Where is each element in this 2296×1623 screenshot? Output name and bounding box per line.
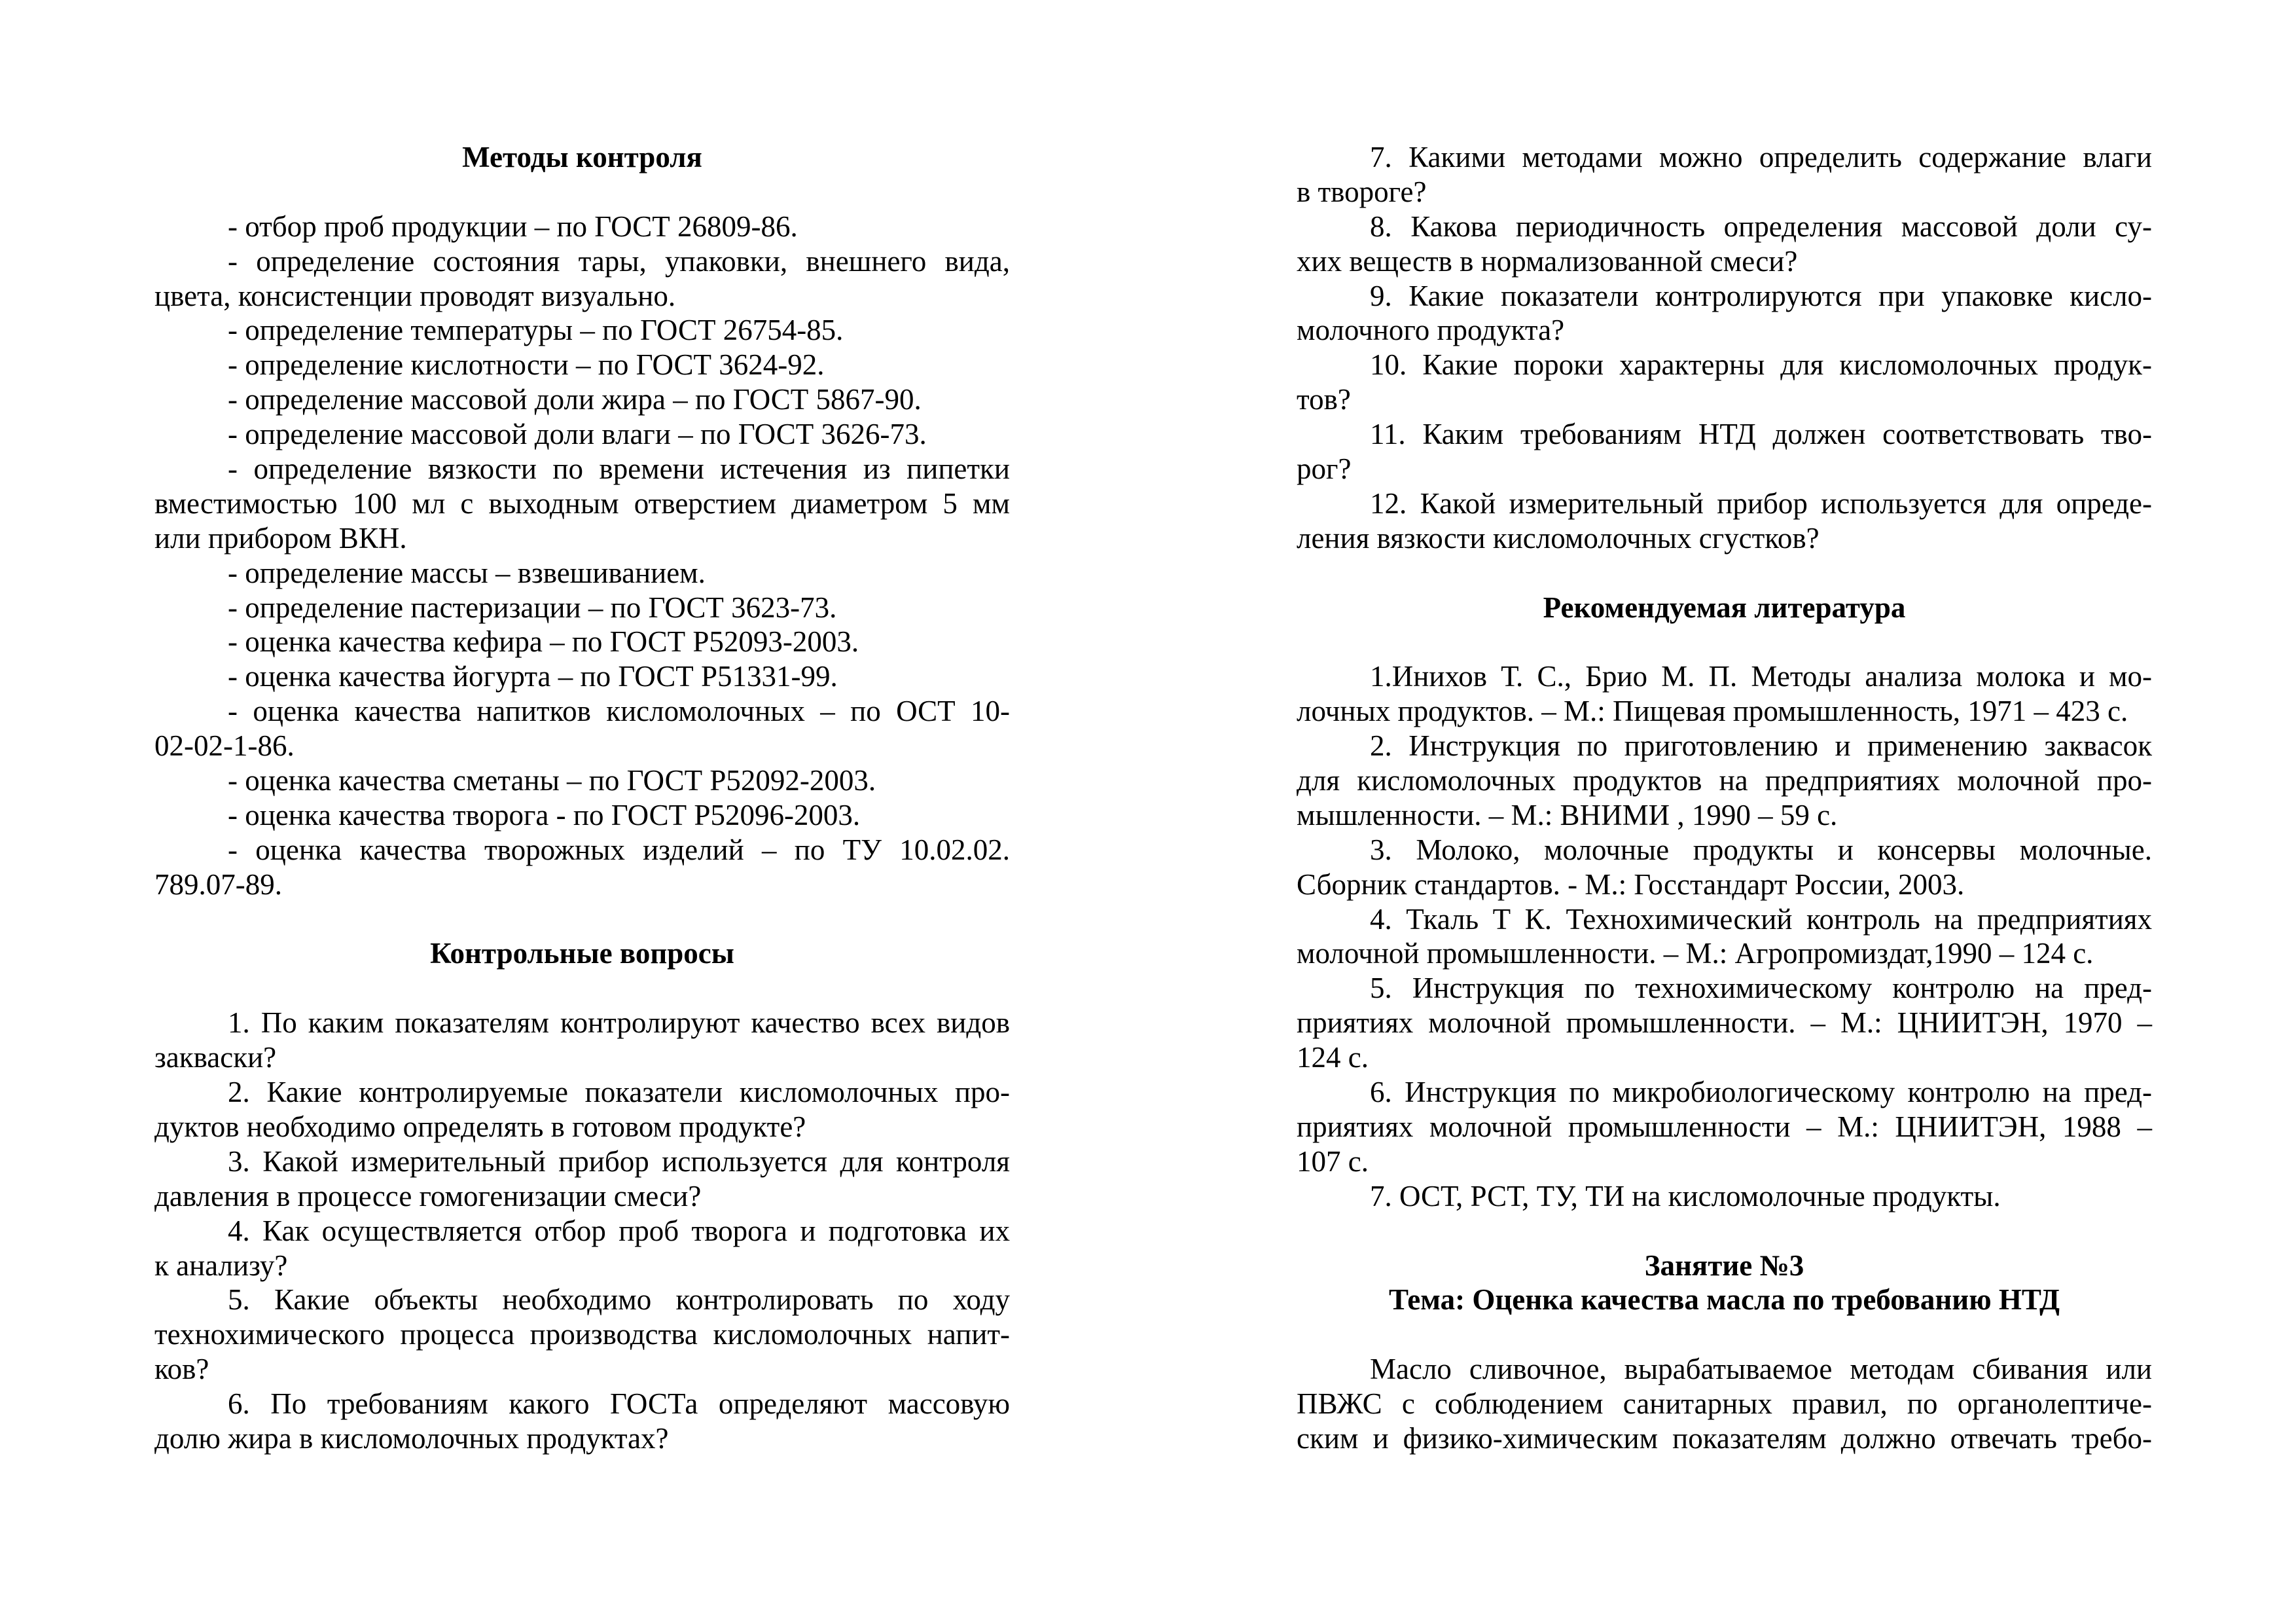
method-item	[154, 625, 1010, 659]
question-item-line: технохимического процесса производства кисломолочных напит-	[154, 1318, 1010, 1351]
literature-item	[1297, 902, 2152, 972]
question-item	[1297, 486, 2152, 556]
question-item-line: 9. Какие показатели контролируются при упаковке кисло-	[1370, 279, 2152, 312]
question-item-line: 2. Какие контролируемые показатели кисломолочных про-	[228, 1076, 1010, 1109]
method-item-line: цвета, консистенции проводят визуально.	[154, 279, 676, 312]
questions-heading	[154, 936, 1010, 971]
method-item-line: вместимостью 100 мл с выходным отверстием диаметром 5 мм	[154, 486, 1010, 520]
left-column	[154, 140, 1010, 1456]
literature-item-line: 4. Ткаль Т К. Технохимический контроль на предприятиях	[1370, 902, 2152, 936]
method-item-line: - определение вязкости по времени истечения из пипетки	[228, 452, 1010, 486]
question-item	[154, 1144, 1010, 1214]
question-item-line: давления в процессе гомогенизации смеси?	[154, 1179, 702, 1213]
method-item-line: - оценка качества творожных изделий – по ТУ 10.02.02.	[228, 833, 1010, 866]
question-item-line: к анализу?	[154, 1249, 288, 1282]
method-item-line: - определение массовой доли влаги – по ГОСТ 3626-73.	[228, 418, 927, 451]
question-item-line: 4. Как осуществляется отбор проб творога и подготовка их	[228, 1214, 1010, 1247]
literature-item-line: 2. Инструкция по приготовлению и применению заквасок	[1370, 729, 2152, 763]
question-item-line: молочного продукта?	[1297, 314, 1565, 347]
questions-title: Контрольные вопросы	[430, 937, 734, 970]
questions-list-left	[154, 1006, 1010, 1456]
literature-list	[1297, 659, 2152, 1213]
literature-heading	[1297, 591, 2152, 625]
method-item-line: - определение состояния тары, упаковки, внешнего вида,	[228, 244, 1010, 278]
method-item-line: - определение кислотности – по ГОСТ 3624-92.	[228, 348, 825, 382]
literature-item	[1297, 833, 2152, 902]
question-item-line: 12. Какой измерительный прибор используется для опреде-	[1370, 486, 2152, 520]
question-item-line: дуктов необходимо определять в готовом продукте?	[154, 1110, 806, 1143]
method-item	[154, 313, 1010, 348]
right-column	[1297, 140, 2152, 1456]
question-item-line: долю жира в кисломолочных продуктах?	[154, 1421, 669, 1455]
literature-item-line: 3. Молоко, молочные продукты и консервы молочные.	[1370, 833, 2152, 866]
literature-item-line: 6. Инструкция по микробиологическому контролю на пред-	[1370, 1076, 2152, 1109]
body-paragraph	[1297, 1352, 2152, 1456]
literature-item	[1297, 1179, 2152, 1214]
literature-item-line: лочных продуктов. – М.: Пищевая промышленность, 1971 – 423 с.	[1297, 695, 2128, 728]
body-paragraph-line: ским и физико-химическим показателям должно отвечать требо-	[1297, 1421, 2152, 1455]
question-item-line: 6. По требованиям какого ГОСТа определяют массовую	[228, 1387, 1010, 1421]
question-item	[154, 1387, 1010, 1456]
question-item-line: ков?	[154, 1353, 209, 1386]
method-item	[154, 763, 1010, 798]
question-item-line: рог?	[1297, 452, 1352, 486]
literature-item	[1297, 659, 2152, 729]
method-item-line: - оценка качества напитков кисломолочных – по ОСТ 10-	[228, 695, 1010, 728]
lesson-heading	[1297, 1249, 2152, 1318]
method-item-line: - оценка качества кефира – по ГОСТ Р52093-2003.	[228, 625, 859, 659]
question-item	[1297, 210, 2152, 279]
method-item	[154, 694, 1010, 763]
method-item-line: - определение температуры – по ГОСТ 26754-85.	[228, 314, 844, 347]
method-item	[154, 798, 1010, 833]
methods-list	[154, 210, 1010, 902]
question-item-line: ления вязкости кисломолочных сгустков?	[1297, 521, 1820, 555]
method-item	[154, 452, 1010, 556]
question-item-line: 7. Какими методами можно определить содержание влаги	[1370, 141, 2152, 173]
question-item-line: 5. Какие объекты необходимо контролировать по ходу	[228, 1283, 1010, 1317]
literature-item-line: 124 с.	[1297, 1041, 1369, 1074]
question-item-line: 11. Каким требованиям НТД должен соответствовать тво-	[1370, 418, 2152, 451]
body-paragraph-line: ПВЖС с соблюдением санитарных правил, по органолептиче-	[1297, 1387, 2152, 1421]
method-item-line: - оценка качества сметаны – по ГОСТ Р52092-2003.	[228, 764, 876, 797]
literature-item	[1297, 1075, 2152, 1179]
method-item	[154, 244, 1010, 314]
question-item-line: тов?	[1297, 383, 1351, 416]
literature-item-line: для кисломолочных продуктов на предприятиях молочной про-	[1297, 764, 2152, 797]
question-item	[154, 1283, 1010, 1387]
question-item	[154, 1075, 1010, 1144]
question-item-line: 1. По каким показателям контролируют качество всех видов	[228, 1006, 1010, 1040]
question-item-line: 8. Какова периодичность определения массовой доли су-	[1370, 210, 2152, 243]
question-item	[154, 1214, 1010, 1283]
method-item	[154, 659, 1010, 694]
question-item-line: в твороге?	[1297, 175, 1427, 208]
method-item	[154, 833, 1010, 902]
questions-list-right	[1297, 140, 2152, 556]
method-item-line: - оценка качества йогурта – по ГОСТ Р51331-99.	[228, 660, 838, 693]
method-item-line: - определение массы – взвешиванием.	[228, 556, 706, 589]
method-item-line: - определение пастеризации – по ГОСТ 3623-73.	[228, 591, 837, 624]
question-item-line: 10. Какие пороки характерны для кисломолочных продук-	[1370, 348, 2152, 382]
method-item-line: или прибором ВКН.	[154, 521, 407, 555]
literature-item-line: приятиях молочной промышленности – М.: ЦНИИТЭН, 1988 –	[1297, 1110, 2152, 1143]
literature-item-line: 5. Инструкция по технохимическому контролю на пред-	[1370, 972, 2152, 1005]
literature-item	[1297, 729, 2152, 833]
method-item-line: 789.07-89.	[154, 867, 282, 901]
lesson-title: Занятие №3	[1644, 1249, 1804, 1282]
literature-item-line: молочной промышленности. – М.: Агропромиздат,1990 – 124 с.	[1297, 937, 2094, 970]
literature-item-line: 1.Инихов Т. С., Брио М. П. Методы анализа молока и мо-	[1370, 660, 2152, 693]
method-item	[154, 348, 1010, 382]
literature-item	[1297, 971, 2152, 1075]
lesson-topic: Тема: Оценка качества масла по требованию НТД	[1388, 1283, 2060, 1317]
question-item	[1297, 140, 2152, 210]
literature-item-line: мышленности. – М.: ВНИМИ , 1990 – 59 с.	[1297, 798, 1838, 831]
method-item	[154, 382, 1010, 417]
question-item-line: хих веществ в нормализованной смеси?	[1297, 244, 1798, 278]
literature-title: Рекомендуемая литература	[1543, 591, 1906, 624]
method-item	[154, 210, 1010, 244]
question-item	[154, 1006, 1010, 1075]
literature-item-line: 7. ОСТ, РСТ, ТУ, ТИ на кисломолочные продукты.	[1370, 1179, 2001, 1213]
question-item-line: 3. Какой измерительный прибор используется для контроля	[228, 1144, 1010, 1178]
methods-title: Методы контроля	[462, 141, 702, 173]
question-item-line: закваски?	[154, 1041, 277, 1074]
question-item	[1297, 417, 2152, 486]
literature-item-line: приятиях молочной промышленности. – М.: ЦНИИТЭН, 1970 –	[1297, 1006, 2152, 1040]
method-item	[154, 591, 1010, 625]
literature-item-line: 107 с.	[1297, 1144, 1369, 1178]
methods-heading	[154, 140, 1010, 175]
method-item-line: - определение массовой доли жира – по ГОСТ 5867-90.	[228, 383, 922, 416]
method-item-line: - отбор проб продукции – по ГОСТ 26809-86.	[228, 210, 798, 243]
method-item	[154, 556, 1010, 591]
method-item	[154, 417, 1010, 452]
method-item-line: 02-02-1-86.	[154, 729, 295, 763]
question-item	[1297, 348, 2152, 417]
question-item	[1297, 279, 2152, 348]
method-item-line: - оценка качества творога - по ГОСТ Р52096-2003.	[228, 798, 861, 831]
body-paragraph-line: Масло сливочное, вырабатываемое методам сбивания или	[1370, 1353, 2152, 1386]
lesson-body	[1297, 1352, 2152, 1456]
literature-item-line: Сборник стандартов. - М.: Госстандарт России, 2003.	[1297, 867, 1965, 901]
